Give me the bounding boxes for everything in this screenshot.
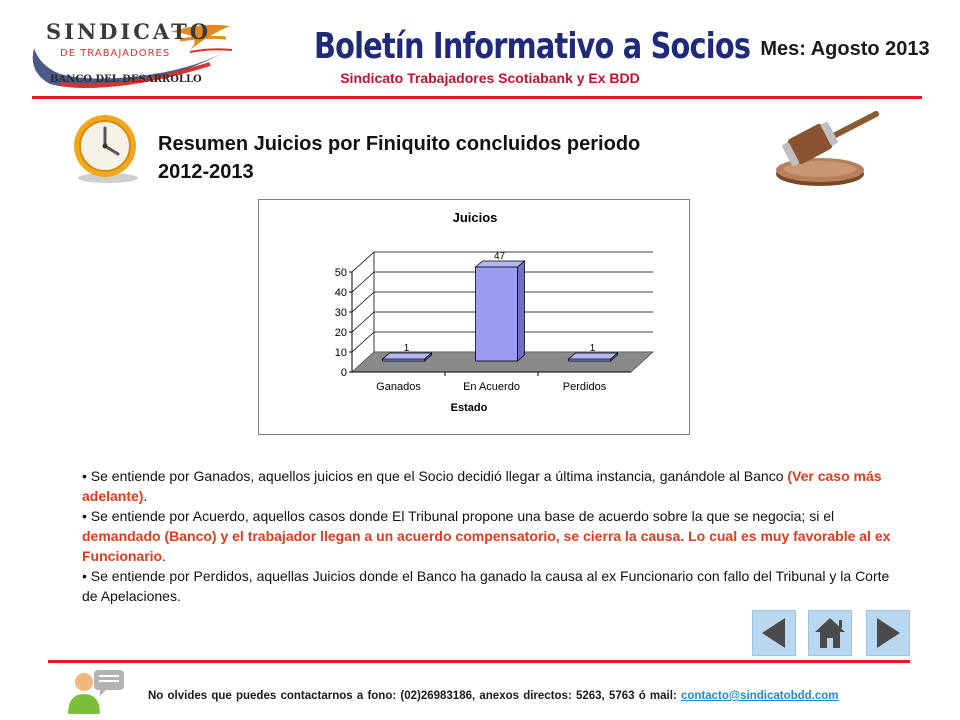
chart-bar xyxy=(383,353,432,361)
chart-bar-front xyxy=(476,267,518,361)
paragraph-perdidos xyxy=(82,566,902,606)
chart-title: Juicios xyxy=(452,210,498,225)
section-heading-line2: 2012-2013 xyxy=(158,161,254,183)
paragraph-perdidos-text: • Se entiende por Perdidos, aquellas Juicios donde el Banco ha ganado la causa al ex Funcionario con fallo del Tribunal y la Corte de Apelaciones. xyxy=(82,568,890,604)
page-subtitle: Sindicato Trabajadores Scotiabank y Ex BDD xyxy=(340,70,640,86)
chart-gridline-side xyxy=(352,292,374,312)
chart-bar xyxy=(569,353,618,361)
triangle-right-icon xyxy=(873,616,903,650)
chart-bar-side xyxy=(517,261,524,361)
triangle-left-icon xyxy=(759,616,789,650)
footer-contact xyxy=(148,690,948,702)
chart-y-tick-label: 50 xyxy=(334,267,347,279)
footer-divider xyxy=(48,660,910,663)
home-button[interactable] xyxy=(808,610,852,656)
chart-gridline-side xyxy=(352,252,374,272)
bar-chart xyxy=(259,200,691,436)
explanatory-text xyxy=(82,466,902,606)
contact-chat-icon xyxy=(66,668,126,714)
clock-icon xyxy=(68,112,142,186)
home-icon xyxy=(813,616,847,650)
email-link[interactable]: contacto@sindicatobdd.com xyxy=(680,690,839,702)
chart-y-tick-label: 20 xyxy=(334,327,347,339)
chart-gridline-side xyxy=(352,272,374,292)
paragraph-acuerdo-end: . xyxy=(162,548,167,564)
chart-y-tick-label: 30 xyxy=(334,307,347,319)
month-label: Mes: Agosto 2013 xyxy=(760,38,930,60)
section-heading-line1: Resumen Juicios por Finiquito concluidos periodo xyxy=(158,133,641,155)
chart-x-tick-label: Perdidos xyxy=(562,381,607,393)
chart-x-tick-label: En Acuerdo xyxy=(463,381,520,393)
paragraph-acuerdo-text: • Se entiende por Acuerdo, aquellos casos donde El Tribunal propone una base de acuerdo sobre la que se negocia; si el xyxy=(82,508,835,524)
paragraph-acuerdo-highlight: demandado (Banco) y el trabajador llegan a un acuerdo compensatorio, se cierra la causa. Lo cual es muy favorable al ex Funcionario xyxy=(82,528,891,564)
paragraph-ganados-highlight: (Ver caso más adelante) xyxy=(82,468,882,504)
chart-data-label: 1 xyxy=(403,343,410,354)
header-divider xyxy=(32,96,922,99)
svg-text:SINDICATO: SINDICATO xyxy=(46,19,211,44)
gavel-icon xyxy=(770,108,882,190)
paragraph-ganados-text: • Se entiende por Ganados, aquellos juicios en que el Socio decidió llegar a última instancia, ganándole al Banco xyxy=(82,468,784,484)
chart-x-tick-label: Ganados xyxy=(376,381,421,393)
chart-bar xyxy=(476,261,525,361)
footer-contact-text: No olvides que puedes contactarnos a fono: (02)26983186, anexos directos: 5263, 5763 ó mail: xyxy=(148,690,681,702)
chart-data-label: 1 xyxy=(589,343,596,354)
chart-container xyxy=(258,199,690,435)
chart-y-tick-label: 0 xyxy=(340,367,347,379)
back-button[interactable] xyxy=(752,610,796,656)
chart-data-label: 47 xyxy=(493,251,506,262)
chart-y-tick-label: 10 xyxy=(334,347,347,359)
svg-text:DE TRABAJADORES: DE TRABAJADORES xyxy=(60,48,171,59)
paragraph-ganados-end: . xyxy=(143,488,148,504)
paragraph-ganados xyxy=(82,466,902,506)
chart-x-axis-label: Estado xyxy=(450,402,488,414)
paragraph-acuerdo xyxy=(82,506,902,566)
page-title: Boletín Informativo a Socios xyxy=(314,26,751,67)
section-heading xyxy=(158,130,758,186)
svg-text:BANCO DEL DESARROLLO: BANCO DEL DESARROLLO xyxy=(50,74,202,85)
forward-button[interactable] xyxy=(866,610,910,656)
chart-gridline-side xyxy=(352,312,374,332)
chart-y-tick-label: 40 xyxy=(334,287,347,299)
chart-gridline-side xyxy=(352,332,374,352)
sindicato-logo xyxy=(20,12,240,94)
